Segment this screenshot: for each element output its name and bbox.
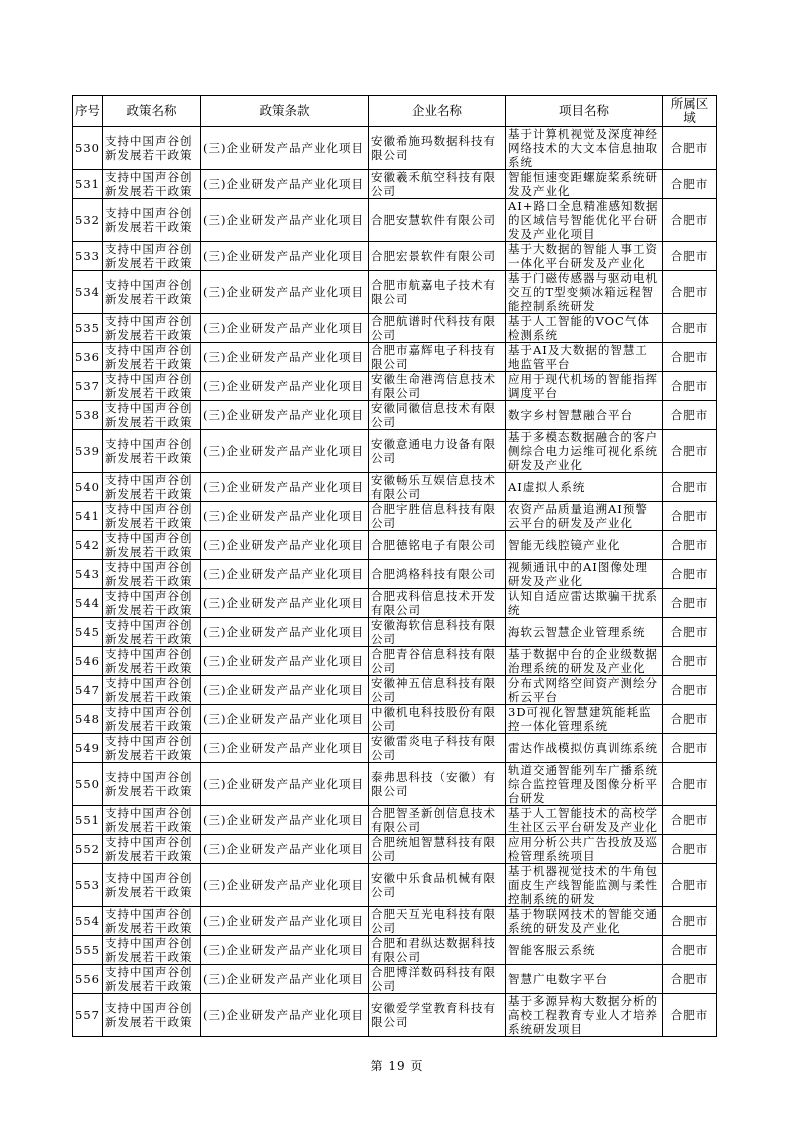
project-name-cell: 基于物联网技术的智能交通系统的研发及产业化 (506, 907, 663, 936)
policy-name-cell: 支持中国声谷创新发展若干政策 (103, 734, 201, 763)
project-name-cell: 基于计算机视觉及深度神经网络技术的大文本信息抽取系统 (506, 127, 663, 170)
header-project-name: 项目名称 (506, 96, 663, 127)
policy-name-cell: 支持中国声谷创新发展若干政策 (103, 401, 201, 430)
serial-number-cell: 555 (73, 936, 103, 965)
policy-clause-cell: (三)企业研发产品产业化项目 (201, 618, 369, 647)
table-row (73, 676, 717, 705)
policy-name-cell: 支持中国声谷创新发展若干政策 (103, 763, 201, 806)
table-row (73, 314, 717, 343)
serial-number-cell: 545 (73, 618, 103, 647)
policy-name-cell: 支持中国声谷创新发展若干政策 (103, 170, 201, 199)
company-name-cell: 合肥市嘉辉电子科技有限公司 (369, 343, 506, 372)
table-row (73, 734, 717, 763)
table-row (73, 271, 717, 314)
project-name-cell: 基于多源异构大数据分析的高校工程教育专业人才培养系统研发项目 (506, 994, 663, 1037)
header-region: 所属区域 (663, 96, 717, 127)
policy-name-cell: 支持中国声谷创新发展若干政策 (103, 531, 201, 560)
table-row (73, 430, 717, 473)
serial-number-cell: 535 (73, 314, 103, 343)
policy-clause-cell: (三)企业研发产品产业化项目 (201, 199, 369, 242)
region-cell: 合肥市 (663, 734, 717, 763)
company-name-cell: 合肥和君纵达数据科技有限公司 (369, 936, 506, 965)
policy-clause-cell: (三)企业研发产品产业化项目 (201, 531, 369, 560)
project-name-cell: 基于大数据的智能人事工资一体化平台研发及产业化 (506, 242, 663, 271)
table-row (73, 618, 717, 647)
company-name-cell: 安徽雷炎电子科技有限公司 (369, 734, 506, 763)
serial-number-cell: 538 (73, 401, 103, 430)
project-name-cell: 雷达作战模拟仿真训练系统 (506, 734, 663, 763)
region-cell: 合肥市 (663, 806, 717, 835)
policy-name-cell: 支持中国声谷创新发展若干政策 (103, 589, 201, 618)
project-name-cell: 智能客服云系统 (506, 936, 663, 965)
policy-clause-cell: (三)企业研发产品产业化项目 (201, 401, 369, 430)
policy-clause-cell: (三)企业研发产品产业化项目 (201, 994, 369, 1037)
project-name-cell: 智慧广电数字平台 (506, 965, 663, 994)
policy-name-cell: 支持中国声谷创新发展若干政策 (103, 864, 201, 907)
region-cell: 合肥市 (663, 560, 717, 589)
project-name-cell: 基于人工智能技术的高校学生社区云平台研发及产业化 (506, 806, 663, 835)
serial-number-cell: 541 (73, 502, 103, 531)
region-cell: 合肥市 (663, 430, 717, 473)
serial-number-cell: 554 (73, 907, 103, 936)
project-name-cell: 智能无线腔镜产业化 (506, 531, 663, 560)
region-cell: 合肥市 (663, 127, 717, 170)
policy-name-cell: 支持中国声谷创新发展若干政策 (103, 430, 201, 473)
company-name-cell: 安徽海软信息科技有限公司 (369, 618, 506, 647)
policy-clause-cell: (三)企业研发产品产业化项目 (201, 647, 369, 676)
table-row (73, 560, 717, 589)
serial-number-cell: 550 (73, 763, 103, 806)
project-name-cell: AI虚拟人系统 (506, 473, 663, 502)
policy-name-cell: 支持中国声谷创新发展若干政策 (103, 647, 201, 676)
company-name-cell: 安徽畅乐互娱信息技术有限公司 (369, 473, 506, 502)
policy-name-cell: 支持中国声谷创新发展若干政策 (103, 314, 201, 343)
policy-name-cell: 支持中国声谷创新发展若干政策 (103, 965, 201, 994)
region-cell: 合肥市 (663, 199, 717, 242)
company-name-cell: 合肥航谱时代科技有限公司 (369, 314, 506, 343)
policy-project-table (72, 95, 717, 1037)
project-name-cell: 轨道交通智能列车广播系统综合监控管理及图像分析平台研发 (506, 763, 663, 806)
region-cell: 合肥市 (663, 170, 717, 199)
region-cell: 合肥市 (663, 271, 717, 314)
region-cell: 合肥市 (663, 676, 717, 705)
region-cell: 合肥市 (663, 589, 717, 618)
serial-number-cell: 539 (73, 430, 103, 473)
policy-clause-cell: (三)企业研发产品产业化项目 (201, 835, 369, 864)
project-name-cell: 农资产品质量追溯AI预警云平台的研发及产业化 (506, 502, 663, 531)
region-cell: 合肥市 (663, 401, 717, 430)
serial-number-cell: 533 (73, 242, 103, 271)
serial-number-cell: 553 (73, 864, 103, 907)
region-cell: 合肥市 (663, 835, 717, 864)
table-row (73, 199, 717, 242)
region-cell: 合肥市 (663, 965, 717, 994)
policy-name-cell: 支持中国声谷创新发展若干政策 (103, 502, 201, 531)
company-name-cell: 合肥统旭智慧科技有限公司 (369, 835, 506, 864)
policy-clause-cell: (三)企业研发产品产业化项目 (201, 907, 369, 936)
company-name-cell: 合肥德铭电子有限公司 (369, 531, 506, 560)
serial-number-cell: 537 (73, 372, 103, 401)
table-row (73, 502, 717, 531)
header-policy-name: 政策名称 (103, 96, 201, 127)
project-name-cell: 海软云智慧企业管理系统 (506, 618, 663, 647)
table-row (73, 763, 717, 806)
table-row (73, 835, 717, 864)
header-company-name: 企业名称 (369, 96, 506, 127)
policy-clause-cell: (三)企业研发产品产业化项目 (201, 864, 369, 907)
header-policy-clause: 政策条款 (201, 96, 369, 127)
policy-clause-cell: (三)企业研发产品产业化项目 (201, 734, 369, 763)
region-cell: 合肥市 (663, 647, 717, 676)
policy-clause-cell: (三)企业研发产品产业化项目 (201, 763, 369, 806)
project-name-cell: 基于数据中台的企业级数据治理系统的研发及产业化 (506, 647, 663, 676)
policy-name-cell: 支持中国声谷创新发展若干政策 (103, 806, 201, 835)
policy-clause-cell: (三)企业研发产品产业化项目 (201, 806, 369, 835)
region-cell: 合肥市 (663, 314, 717, 343)
region-cell: 合肥市 (663, 994, 717, 1037)
project-name-cell: 基于多模态数据融合的客户侧综合电力运维可视化系统研发及产业化 (506, 430, 663, 473)
project-name-cell: 基于人工智能的VOC气体检测系统 (506, 314, 663, 343)
serial-number-cell: 531 (73, 170, 103, 199)
company-name-cell: 安徽爱学堂教育科技有限公司 (369, 994, 506, 1037)
table-row (73, 531, 717, 560)
policy-clause-cell: (三)企业研发产品产业化项目 (201, 343, 369, 372)
company-name-cell: 合肥博洋数码科技有限公司 (369, 965, 506, 994)
policy-name-cell: 支持中国声谷创新发展若干政策 (103, 936, 201, 965)
table-row (73, 994, 717, 1037)
policy-clause-cell: (三)企业研发产品产业化项目 (201, 473, 369, 502)
table-row (73, 936, 717, 965)
project-name-cell: 基于AI及大数据的智慧工地监管平台 (506, 343, 663, 372)
policy-name-cell: 支持中国声谷创新发展若干政策 (103, 242, 201, 271)
serial-number-cell: 536 (73, 343, 103, 372)
serial-number-cell: 547 (73, 676, 103, 705)
region-cell: 合肥市 (663, 936, 717, 965)
serial-number-cell: 530 (73, 127, 103, 170)
company-name-cell: 合肥智圣新创信息技术有限公司 (369, 806, 506, 835)
policy-name-cell: 支持中国声谷创新发展若干政策 (103, 560, 201, 589)
region-cell: 合肥市 (663, 502, 717, 531)
table-header-row (73, 96, 717, 127)
region-cell: 合肥市 (663, 473, 717, 502)
table-row (73, 473, 717, 502)
project-name-cell: 3D可视化智慧建筑能耗监控一体化管理系统 (506, 705, 663, 734)
serial-number-cell: 540 (73, 473, 103, 502)
project-name-cell: 数字乡村智慧融合平台 (506, 401, 663, 430)
company-name-cell: 安徽同徽信息技术有限公司 (369, 401, 506, 430)
serial-number-cell: 532 (73, 199, 103, 242)
serial-number-cell: 551 (73, 806, 103, 835)
table-row (73, 242, 717, 271)
policy-clause-cell: (三)企业研发产品产业化项目 (201, 430, 369, 473)
table-row (73, 647, 717, 676)
policy-clause-cell: (三)企业研发产品产业化项目 (201, 314, 369, 343)
policy-clause-cell: (三)企业研发产品产业化项目 (201, 271, 369, 314)
policy-name-cell: 支持中国声谷创新发展若干政策 (103, 271, 201, 314)
header-serial-number: 序号 (73, 96, 103, 127)
policy-clause-cell: (三)企业研发产品产业化项目 (201, 127, 369, 170)
project-name-cell: 智能恒速变距螺旋桨系统研发及产业化 (506, 170, 663, 199)
policy-clause-cell: (三)企业研发产品产业化项目 (201, 372, 369, 401)
company-name-cell: 泰弗思科技（安徽）有限公司 (369, 763, 506, 806)
page-number: 第 19 页 (370, 1059, 424, 1073)
serial-number-cell: 542 (73, 531, 103, 560)
company-name-cell: 合肥市航嘉电子技术有限公司 (369, 271, 506, 314)
policy-name-cell: 支持中国声谷创新发展若干政策 (103, 705, 201, 734)
table-body (73, 127, 717, 1037)
project-name-cell: 基于门磁传感器与驱动电机交互的T型变频冰箱远程智能控制系统研发 (506, 271, 663, 314)
table-row (73, 372, 717, 401)
table-row (73, 864, 717, 907)
company-name-cell: 合肥鸿格科技有限公司 (369, 560, 506, 589)
table-row (73, 965, 717, 994)
company-name-cell: 合肥安慧软件有限公司 (369, 199, 506, 242)
serial-number-cell: 546 (73, 647, 103, 676)
project-name-cell: 视频通讯中的AI图像处理研发及产业化 (506, 560, 663, 589)
table-row (73, 806, 717, 835)
region-cell: 合肥市 (663, 242, 717, 271)
policy-clause-cell: (三)企业研发产品产业化项目 (201, 242, 369, 271)
project-name-cell: 应用分析公共广告投放及巡检管理系统项目 (506, 835, 663, 864)
policy-clause-cell: (三)企业研发产品产业化项目 (201, 502, 369, 531)
policy-clause-cell: (三)企业研发产品产业化项目 (201, 705, 369, 734)
project-name-cell: 分布式网络空间资产测绘分析云平台 (506, 676, 663, 705)
table-row (73, 589, 717, 618)
policy-clause-cell: (三)企业研发产品产业化项目 (201, 170, 369, 199)
region-cell: 合肥市 (663, 705, 717, 734)
company-name-cell: 合肥宏景软件有限公司 (369, 242, 506, 271)
policy-name-cell: 支持中国声谷创新发展若干政策 (103, 994, 201, 1037)
policy-name-cell: 支持中国声谷创新发展若干政策 (103, 199, 201, 242)
company-name-cell: 安徽生命港湾信息技术有限公司 (369, 372, 506, 401)
project-name-cell: 基于机器视觉技术的牛角包面皮生产线智能监测与柔性控制系统的研发 (506, 864, 663, 907)
policy-clause-cell: (三)企业研发产品产业化项目 (201, 676, 369, 705)
region-cell: 合肥市 (663, 864, 717, 907)
table-row (73, 705, 717, 734)
company-name-cell: 合肥宇胜信息科技有限公司 (369, 502, 506, 531)
policy-clause-cell: (三)企业研发产品产业化项目 (201, 560, 369, 589)
region-cell: 合肥市 (663, 763, 717, 806)
region-cell: 合肥市 (663, 372, 717, 401)
project-name-cell: 认知自适应雷达欺骗干扰系统 (506, 589, 663, 618)
policy-clause-cell: (三)企业研发产品产业化项目 (201, 965, 369, 994)
policy-name-cell: 支持中国声谷创新发展若干政策 (103, 676, 201, 705)
region-cell: 合肥市 (663, 531, 717, 560)
serial-number-cell: 552 (73, 835, 103, 864)
policy-name-cell: 支持中国声谷创新发展若干政策 (103, 907, 201, 936)
company-name-cell: 安徽意通电力设备有限公司 (369, 430, 506, 473)
table-row (73, 401, 717, 430)
region-cell: 合肥市 (663, 907, 717, 936)
table-row (73, 343, 717, 372)
serial-number-cell: 557 (73, 994, 103, 1037)
policy-name-cell: 支持中国声谷创新发展若干政策 (103, 343, 201, 372)
company-name-cell: 安徽羲禾航空科技有限公司 (369, 170, 506, 199)
project-name-cell: AI+路口全息精准感知数据的区域信号智能优化平台研发及产业化项目 (506, 199, 663, 242)
company-name-cell: 安徽希施玛数据科技有限公司 (369, 127, 506, 170)
table-row (73, 127, 717, 170)
serial-number-cell: 549 (73, 734, 103, 763)
policy-name-cell: 支持中国声谷创新发展若干政策 (103, 372, 201, 401)
policy-name-cell: 支持中国声谷创新发展若干政策 (103, 618, 201, 647)
policy-name-cell: 支持中国声谷创新发展若干政策 (103, 473, 201, 502)
serial-number-cell: 543 (73, 560, 103, 589)
company-name-cell: 合肥天互光电科技有限公司 (369, 907, 506, 936)
region-cell: 合肥市 (663, 618, 717, 647)
table-row (73, 907, 717, 936)
table-row (73, 170, 717, 199)
project-name-cell: 应用于现代机场的智能指挥调度平台 (506, 372, 663, 401)
company-name-cell: 安徽神五信息科技有限公司 (369, 676, 506, 705)
serial-number-cell: 556 (73, 965, 103, 994)
policy-name-cell: 支持中国声谷创新发展若干政策 (103, 835, 201, 864)
region-cell: 合肥市 (663, 343, 717, 372)
policy-clause-cell: (三)企业研发产品产业化项目 (201, 936, 369, 965)
serial-number-cell: 544 (73, 589, 103, 618)
serial-number-cell: 534 (73, 271, 103, 314)
company-name-cell: 安徽中乐食品机械有限公司 (369, 864, 506, 907)
policy-name-cell: 支持中国声谷创新发展若干政策 (103, 127, 201, 170)
company-name-cell: 合肥戎科信息技术开发有限公司 (369, 589, 506, 618)
policy-clause-cell: (三)企业研发产品产业化项目 (201, 589, 369, 618)
serial-number-cell: 548 (73, 705, 103, 734)
company-name-cell: 合肥青谷信息科技有限公司 (369, 647, 506, 676)
company-name-cell: 中徽机电科技股份有限公司 (369, 705, 506, 734)
